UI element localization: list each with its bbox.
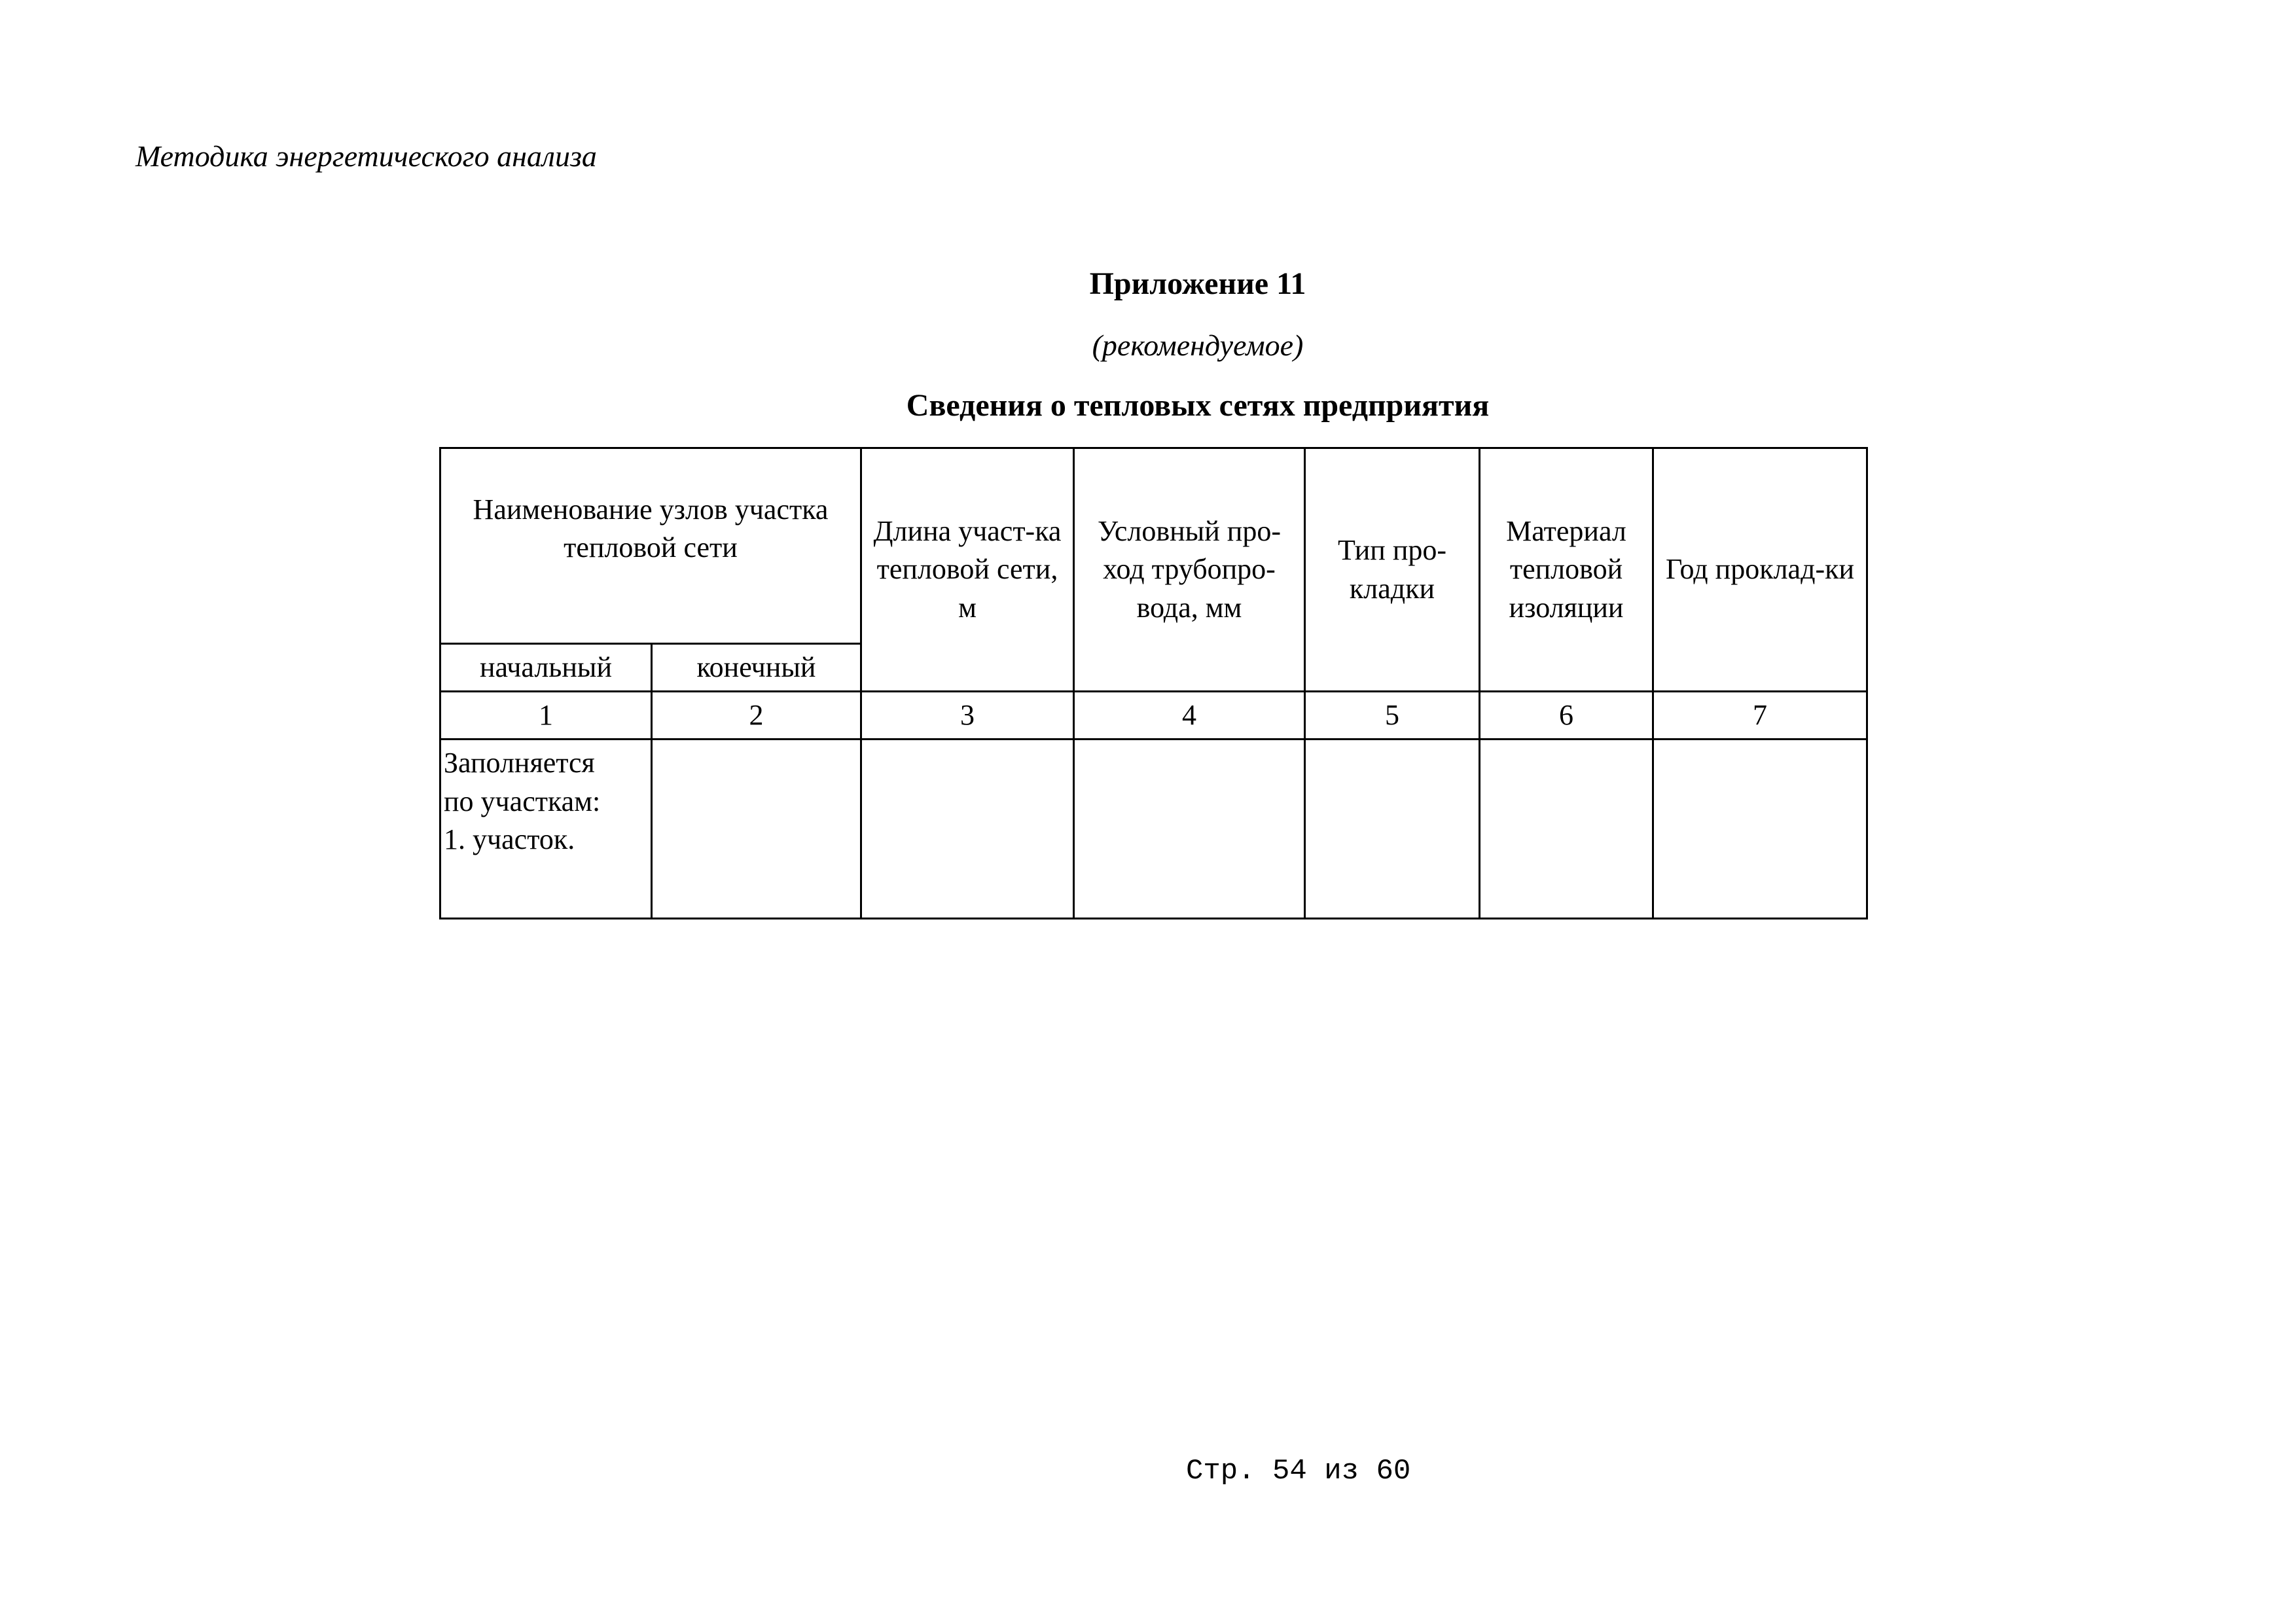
header-laying-type: Тип про-кладки	[1305, 448, 1480, 692]
header-nominal-diameter: Условный про-ход трубопро-вода, мм	[1074, 448, 1305, 692]
fill-instruction-line: 1. участок.	[444, 823, 575, 856]
subheader-end-node: конечный	[652, 644, 861, 692]
header-laying-year: Год проклад-ки	[1653, 448, 1867, 692]
column-number: 1	[440, 692, 652, 740]
appendix-status: (рекомендуемое)	[1092, 329, 1304, 362]
fill-instruction-line: Заполняется	[444, 747, 595, 779]
table-cell-empty	[861, 740, 1074, 919]
header-node-names: Наименование узлов участка тепловой сети	[440, 448, 861, 644]
header-insulation-material: Материал тепловой изоляции	[1480, 448, 1653, 692]
column-number: 3	[861, 692, 1074, 740]
column-number: 6	[1480, 692, 1653, 740]
table-title: Сведения о тепловых сетях предприятия	[906, 388, 1490, 423]
header-section-length: Длина участ-ка тепловой сети, м	[861, 448, 1074, 692]
column-number-row	[440, 692, 1867, 740]
table-cell-empty	[652, 740, 861, 919]
table-row	[440, 740, 1867, 919]
table-cell-empty	[1074, 740, 1305, 919]
fill-instruction-cell	[440, 740, 652, 919]
column-number: 5	[1305, 692, 1480, 740]
page-number: Стр. 54 из 60	[1186, 1455, 1411, 1488]
table-cell-empty	[1305, 740, 1480, 919]
table-cell-empty	[1653, 740, 1867, 919]
heat-network-table	[439, 447, 1868, 919]
subheader-start-node: начальный	[440, 644, 652, 692]
column-number: 2	[652, 692, 861, 740]
table-cell-empty	[1480, 740, 1653, 919]
column-number: 7	[1653, 692, 1867, 740]
fill-instruction-line: по участкам:	[444, 785, 601, 817]
column-number: 4	[1074, 692, 1305, 740]
running-header: Методика энергетического анализа	[135, 139, 597, 173]
appendix-title: Приложение 11	[1089, 266, 1306, 301]
table-header-row	[440, 448, 1867, 644]
